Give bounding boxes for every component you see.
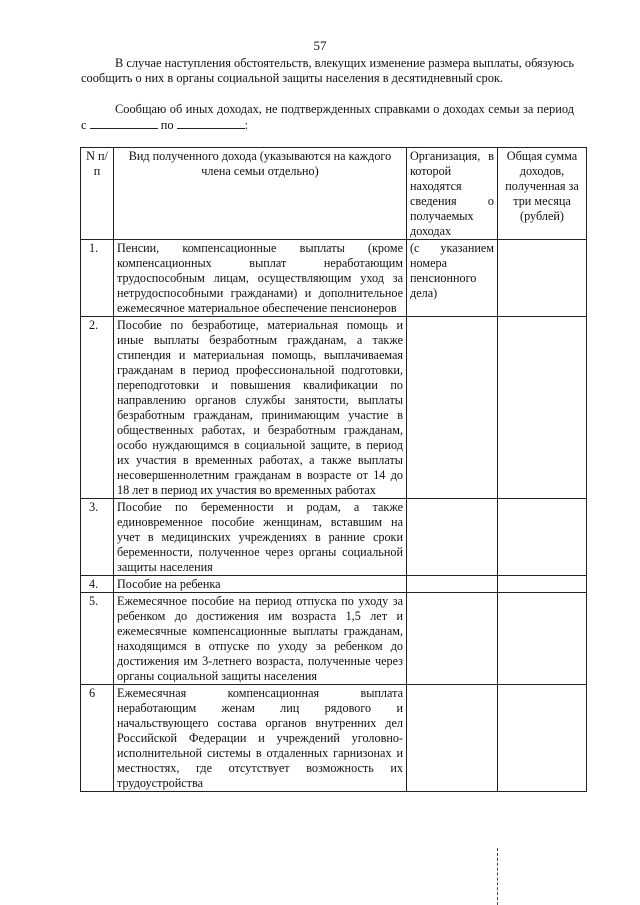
row-number: 4. [81,576,114,593]
table-row [81,317,587,499]
other-income-paragraph [81,102,574,133]
row-total-sum-cell[interactable] [498,685,587,792]
table-row [81,593,587,685]
table-row [81,499,587,576]
header-organization: Организация, в которой находятся сведения о получаемых доходах [407,148,498,240]
row-income-kind: Пособие по беременности и родам, а также единовременное пособие женщинам, вставшим на учет в медицинских учреждениях в ранние сроки беременности, полученное через органы социальной защиты населения [114,499,407,576]
row-number: 6 [81,685,114,792]
row-organization-cell[interactable] [407,593,498,685]
row-total-sum-cell[interactable] [498,317,587,499]
period-colon: : [244,118,249,132]
header-income-kind: Вид полученного дохода (указываются на каждого члена семьи отдельно) [114,148,407,240]
table-header-row [81,148,587,240]
row-number: 2. [81,317,114,499]
row-organization-cell[interactable] [407,576,498,593]
table-row [81,576,587,593]
page-number: 57 [313,38,327,53]
notification-paragraph [81,56,574,86]
row-number: 5. [81,593,114,685]
income-table [80,147,587,792]
header-total-sum: Общая сумма доходов, полученная за три месяца (рублей) [498,148,587,240]
header-number: N п/п [81,148,114,240]
period-to-field[interactable] [177,117,245,129]
notification-text: В случае наступления обстоятельств, влекущих изменение размера выплаты, обязуюсь сообщить о них в органы социальной защиты населения в десятидневный срок. [81,56,574,85]
other-income-text: Сообщаю об иных доходах, не подтвержденных справками о доходах семьи за период с [81,102,574,132]
row-income-kind: Пособие на ребенка [114,576,407,593]
row-organization-cell[interactable] [407,317,498,499]
row-income-kind: Пенсии, компенсационные выплаты (кроме компенсационных выплат неработающим трудоспособным лицам, осуществляющим уход за нетрудоспособными гражданами) и дополнительное ежемесячное материальное обеспечение пенсионеров [114,240,407,317]
row-organization-cell[interactable] [407,685,498,792]
period-from-field[interactable] [90,117,158,129]
row-total-sum-cell[interactable] [498,576,587,593]
row-organization-cell[interactable] [407,499,498,576]
row-income-kind: Ежемесячное пособие на период отпуска по уходу за ребенком до достижения им возраста 1,5 лет и ежемесячные компенсационные выплаты гражданам, находящимся в отпуске по уходу за ребенком до достижения им 3-летнего возраста, полученные через органы социальной защиты населения [114,593,407,685]
table-row [81,685,587,792]
table-continuation-rule [497,848,499,905]
row-total-sum-cell[interactable] [498,593,587,685]
period-to-label: по [160,118,174,132]
row-organization-cell[interactable]: (с указанием номера пенсионного дела) [407,240,498,317]
row-income-kind: Ежемесячная компенсационная выплата неработающим женам лиц рядового и начальствующего состава органов внутренних дел Российской Федерации и учреждений уголовно-исполнительной системы в отдаленных гарнизонах и местностях, где отсутствует возможность их трудоустройства [114,685,407,792]
row-number: 1. [81,240,114,317]
table-row [81,240,587,317]
row-income-kind: Пособие по безработице, материальная помощь и иные выплаты безработным гражданам, а также стипендия и материальная помощь, выплачиваемая гражданам в период профессиональной подготовки, переподготовки и повышения квалификации по направлению органов службы занятости, выплаты безработным гражданам, принимающим участие в общественных работах, и безработным гражданам, особо нуждающимся в социальной защите, в период их участия в временных работах, а также выплаты несовершеннолетним гражданам в возрасте от 14 до 18 лет в период их участия во временных работах [114,317,407,499]
row-total-sum-cell[interactable] [498,499,587,576]
row-total-sum-cell[interactable] [498,240,587,317]
row-number: 3. [81,499,114,576]
